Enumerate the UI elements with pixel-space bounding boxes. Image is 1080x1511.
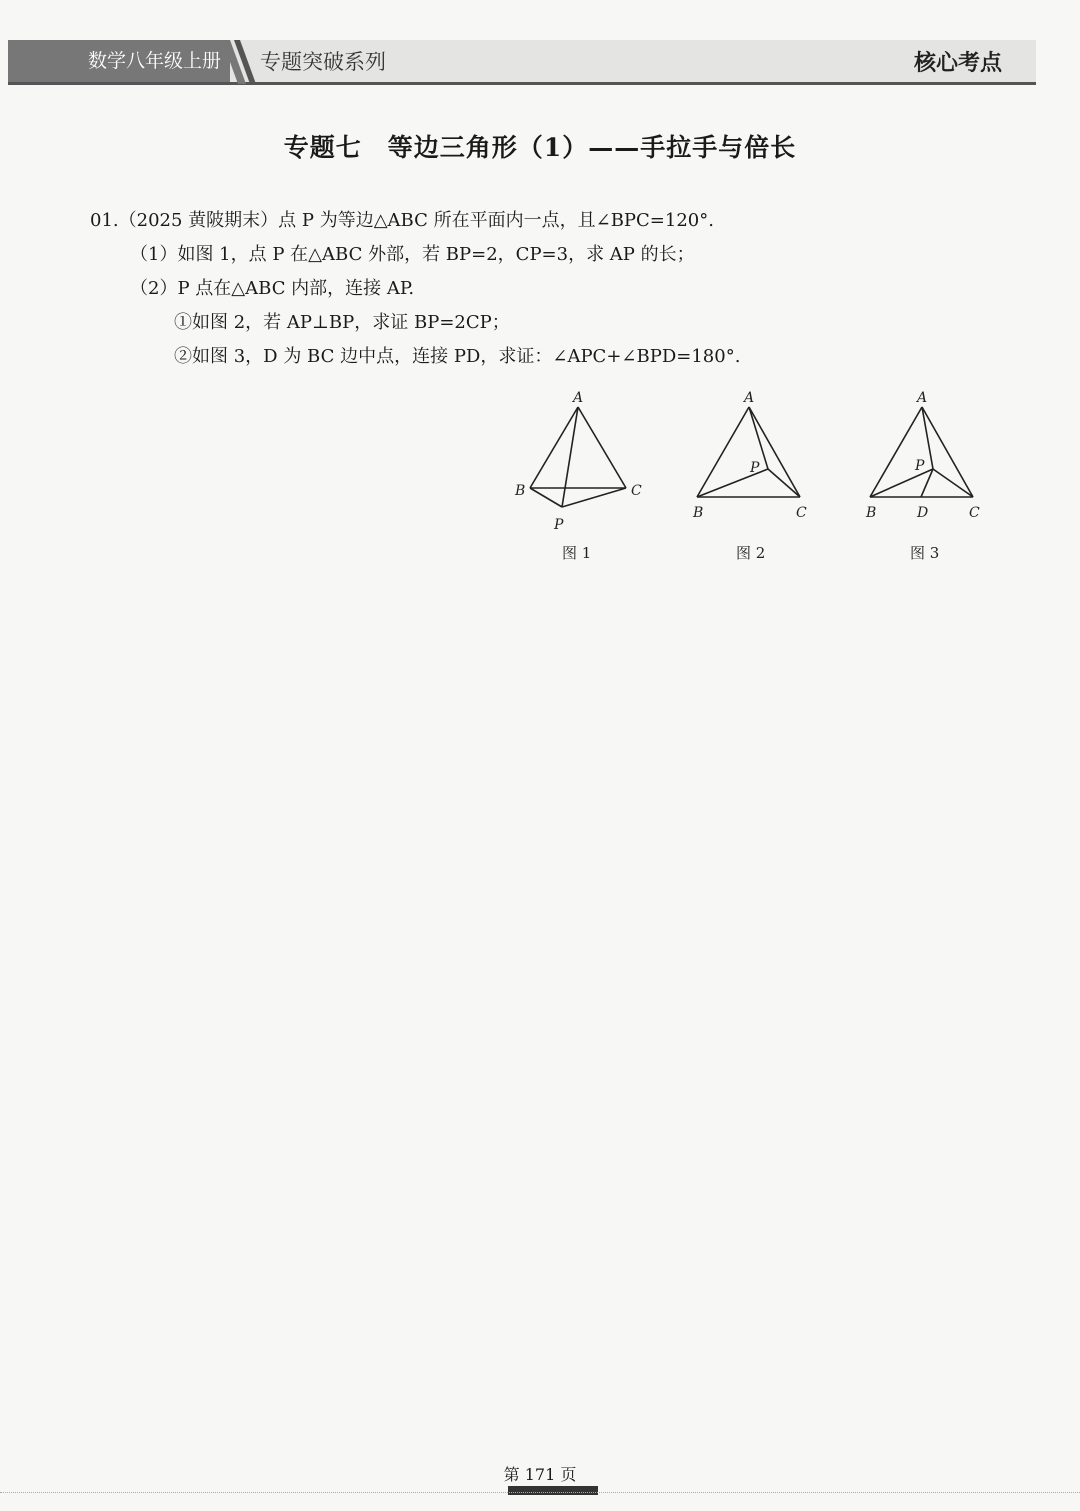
problem-01 <box>90 204 740 374</box>
fig2-label-a: A <box>744 390 755 406</box>
figures <box>500 380 1000 570</box>
question-part-2a: ①如图 2，若 AP⊥BP，求证 BP=2CP； <box>174 312 510 333</box>
fig2-caption: 图 2 <box>736 544 766 562</box>
fig1-label-p: P <box>554 517 564 533</box>
fig3-label-c: C <box>969 505 980 521</box>
fig1-label-a: A <box>573 390 584 406</box>
fig1-caption: 图 1 <box>562 544 592 562</box>
figure-2 <box>697 407 800 497</box>
fig3-label-a: A <box>917 390 928 406</box>
fig3-label-b: B <box>866 505 877 521</box>
fig3-label-d: D <box>917 505 929 521</box>
header-slash-icon <box>222 38 258 84</box>
fig2-label-p: P <box>750 460 760 476</box>
fig1-label-b: B <box>515 483 526 499</box>
fig3-label-p: P <box>915 458 925 474</box>
footer-bar <box>508 1486 598 1495</box>
fig3-caption: 图 3 <box>910 544 940 562</box>
book-title: 数学八年级上册 <box>8 40 230 82</box>
series-title: 专题突破系列 <box>260 50 386 74</box>
question-part-2: （2）P 点在△ABC 内部，连接 AP. <box>130 278 415 299</box>
question-part-1: （1）如图 1，点 P 在△ABC 外部，若 BP=2，CP=3，求 AP 的长； <box>130 244 695 265</box>
fig1-label-c: C <box>631 483 642 499</box>
page-title: 专题七 等边三角形（1）——手拉手与倍长 <box>283 133 797 162</box>
figure-3 <box>870 407 973 497</box>
problem-statement: 01.（2025 黄陂期末）点 P 为等边△ABC 所在平面内一点，且∠BPC=120°. <box>90 210 714 231</box>
fig2-label-c: C <box>796 505 807 521</box>
question-part-2b: ②如图 3，D 为 BC 边中点，连接 PD，求证：∠APC+∠BPD=180°. <box>174 346 741 367</box>
fig2-label-b: B <box>693 505 704 521</box>
section-title: 核心考点 <box>913 50 1002 76</box>
page-number: 第 171 页 <box>503 1465 577 1484</box>
figure-1 <box>530 407 626 507</box>
page-header <box>0 0 1080 90</box>
footer-divider <box>0 1492 1080 1493</box>
